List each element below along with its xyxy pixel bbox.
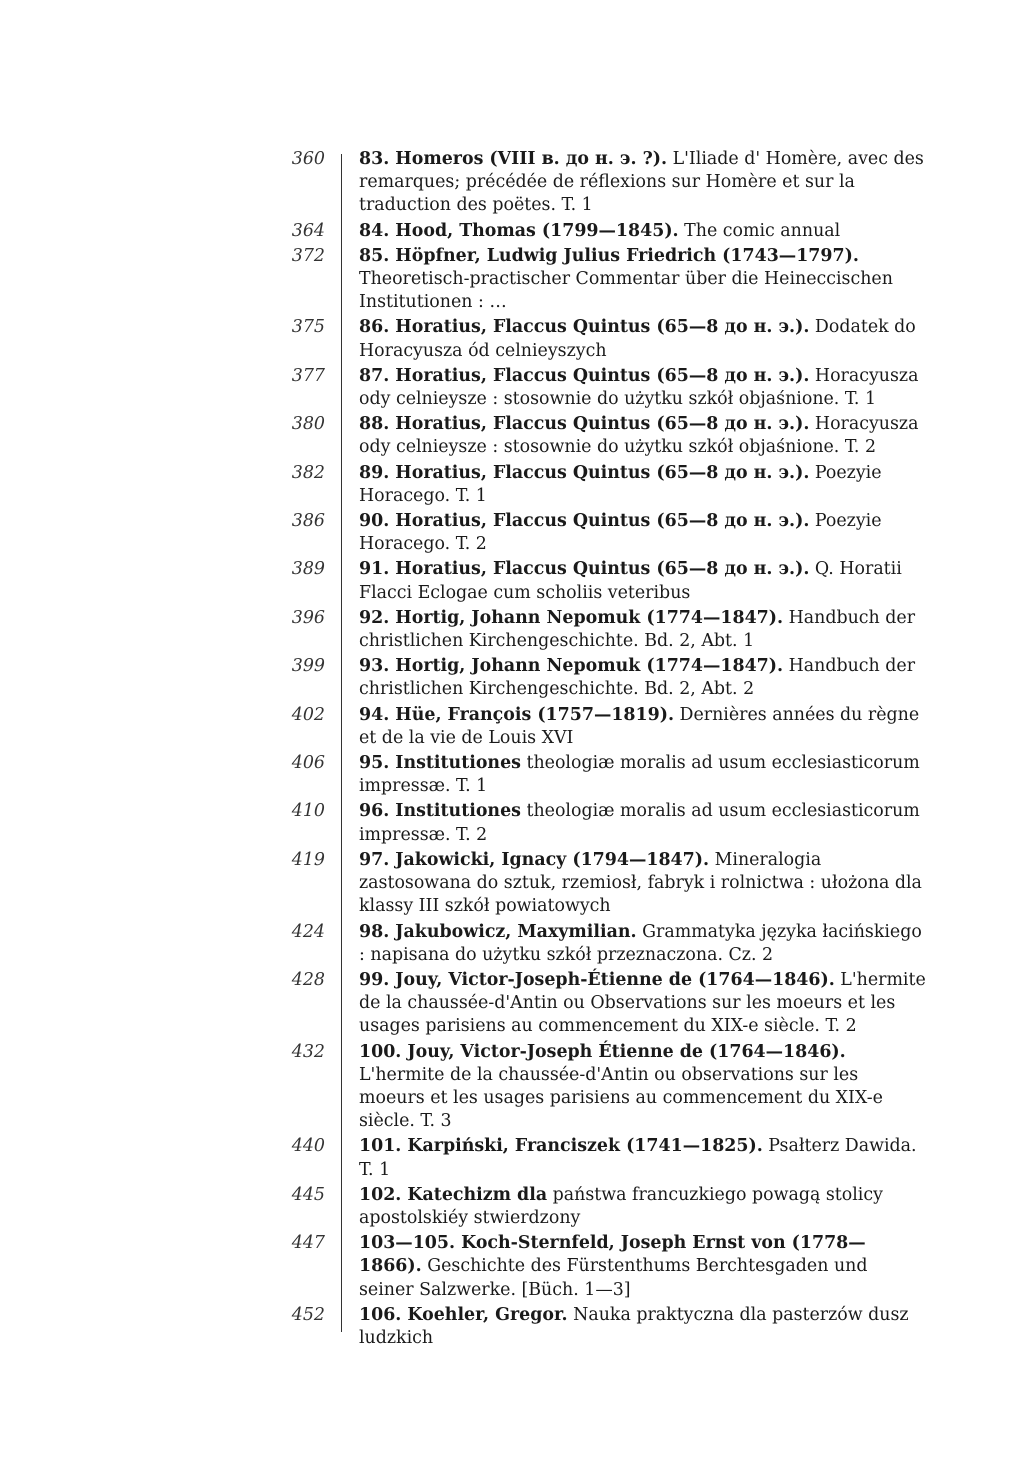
entry-text <box>359 1041 927 1134</box>
toc-entry <box>250 462 950 508</box>
page-number: 419 <box>291 849 325 870</box>
entry-text <box>359 704 927 750</box>
entry-title: theologiæ moralis ad usum ecclesiasticorum impressæ. T. 2 <box>359 801 920 845</box>
entry-text <box>359 365 927 411</box>
toc-entry <box>250 1041 950 1134</box>
entry-heading: 99. Jouy, Victor-Joseph-Étienne de (1764—1846). <box>359 969 835 990</box>
page-number: 432 <box>291 1041 325 1062</box>
page-number: 440 <box>291 1136 325 1157</box>
toc-entry <box>250 849 950 919</box>
toc-entry <box>250 655 950 701</box>
entry-title: Theoretisch-practischer Commentar über die Heineccischen Institutionen : … <box>359 269 893 313</box>
entry-text <box>359 316 927 362</box>
entry-title: Poezyie Horacego. T. 2 <box>359 511 882 555</box>
entry-heading: 91. Horatius, Flaccus Quintus (65—8 до н. э.). <box>359 559 810 580</box>
page-number: 375 <box>291 317 325 338</box>
toc-entry <box>250 316 950 362</box>
page-number: 364 <box>291 220 325 241</box>
toc-entry <box>250 607 950 653</box>
page-number: 424 <box>291 921 325 942</box>
entry-text <box>359 1135 927 1181</box>
entry-text <box>359 462 927 508</box>
toc-entry <box>250 800 950 846</box>
page-number: 452 <box>291 1304 325 1325</box>
entry-heading: 90. Horatius, Flaccus Quintus (65—8 до н. э.). <box>359 511 810 532</box>
entry-text <box>359 1304 927 1350</box>
entry-title: Horacyusza ody celnieysze : stosownie do użytku szkół objaśnione. T. 1 <box>359 365 919 410</box>
page-number: 406 <box>291 753 325 774</box>
entry-text <box>359 1184 927 1230</box>
toc-entry <box>250 365 950 411</box>
page-number: 399 <box>291 656 325 677</box>
entry-text <box>359 800 927 846</box>
entry-title: Mineralogia zastosowana do sztuk, rzemiosł, fabryk i rolnictwa : ułożona dla klassy III szkół powiatowych <box>359 849 922 917</box>
entry-text <box>359 969 927 1039</box>
entry-heading: 87. Horatius, Flaccus Quintus (65—8 до н. э.). <box>359 365 810 386</box>
toc-entry <box>250 704 950 750</box>
toc-entry <box>250 921 950 967</box>
entry-heading: 83. Homeros (VIII в. до н. э. ?). <box>359 149 668 169</box>
page-number: 372 <box>291 245 325 266</box>
entry-heading: 92. Hortig, Johann Nepomuk (1774—1847). <box>359 607 784 628</box>
toc-entry <box>250 969 950 1039</box>
entry-text <box>359 921 927 967</box>
page-number: 360 <box>291 149 325 169</box>
entry-heading: 94. Hüe, François (1757—1819). <box>359 704 675 725</box>
entry-title: theologiæ moralis ad usum ecclesiasticorum impressæ. T. 1 <box>359 753 920 797</box>
toc-entry <box>250 752 950 798</box>
page-number: 428 <box>291 969 325 990</box>
toc-entry <box>250 1304 950 1350</box>
page-number: 389 <box>291 559 325 580</box>
entry-heading: 100. Jouy, Victor-Joseph Étienne de (1764—1846). <box>359 1041 846 1062</box>
toc-entry <box>250 558 950 604</box>
toc-entry <box>250 1232 950 1302</box>
toc-entry <box>250 245 950 315</box>
page-number: 402 <box>291 704 325 725</box>
entry-title: Q. Horatii Flacci Eclogae cum scholiis veteribus <box>359 559 902 603</box>
entry-heading: 96. Institutiones <box>359 801 521 822</box>
entry-text <box>359 220 927 243</box>
entry-title: Geschichte des Fürstenthums Berchtesgaden und seiner Salzwerke. [Büch. 1—3] <box>359 1256 868 1300</box>
page-number: 445 <box>291 1184 325 1205</box>
entry-text <box>359 1232 927 1302</box>
entry-text <box>359 413 927 459</box>
page-number: 386 <box>291 511 325 532</box>
entry-title: Dernières années du règne et de la vie de Louis XVI <box>359 704 920 748</box>
entry-heading: 106. Koehler, Gregor. <box>359 1304 568 1325</box>
toc-entry <box>250 220 950 243</box>
entry-heading: 102. Katechizm dla <box>359 1184 548 1205</box>
entry-heading: 93. Hortig, Johann Nepomuk (1774—1847). <box>359 656 784 677</box>
entry-title: L'Iliade d' Homère, avec des remarques; précédée de réflexions sur Homère et sur la traduction des poëtes. T. 1 <box>359 149 924 216</box>
entry-title: Grammatyka języka łacińskiego : napisana do użytku szkół przeznaczona. Cz. 2 <box>359 921 922 965</box>
toc-entry <box>250 413 950 459</box>
entry-text <box>359 752 927 798</box>
toc-entry <box>250 510 950 556</box>
entry-text <box>359 510 927 556</box>
entry-heading: 88. Horatius, Flaccus Quintus (65—8 до н. э.). <box>359 414 810 435</box>
entry-text <box>359 245 927 315</box>
page-number: 380 <box>291 414 325 435</box>
entry-title: Handbuch der christlichen Kirchengeschichte. Bd. 2, Abt. 1 <box>359 607 916 652</box>
page-number: 382 <box>291 462 325 483</box>
entry-title: Psałterz Dawida. T. 1 <box>359 1136 917 1180</box>
entry-title: L'hermite de la chaussée-d'Antin ou observations sur les moeurs et les usages parisiens au commencement du XIX-e siècle. T. 3 <box>359 1064 883 1132</box>
toc-entry <box>250 148 950 218</box>
entry-heading: 85. Höpfner, Ludwig Julius Friedrich (1743—1797). <box>359 245 859 266</box>
entry-title: The comic annual <box>678 220 841 241</box>
entry-title: Nauka praktyczna dla pasterzów dusz ludzkich <box>359 1304 909 1348</box>
entry-title: Poezyie Horacego. T. 1 <box>359 462 882 506</box>
entry-title: Handbuch der christlichen Kirchengeschichte. Bd. 2, Abt. 2 <box>359 656 916 700</box>
entry-heading: 103—105. Koch-Sternfeld, Joseph Ernst von (1778—1866). <box>359 1233 866 1277</box>
entry-text <box>359 148 927 218</box>
entry-title: Horacyusza ody celnieysze : stosownie do użytku szkół objaśnione. T. 2 <box>359 414 919 458</box>
entry-heading: 89. Horatius, Flaccus Quintus (65—8 до н. э.). <box>359 462 810 483</box>
entry-text <box>359 558 927 604</box>
entry-heading: 97. Jakowicki, Ignacy (1794—1847). <box>359 849 710 870</box>
toc-entry <box>250 1184 950 1230</box>
page-number: 396 <box>291 607 325 628</box>
entry-heading: 98. Jakubowicz, Maxymilian. <box>359 921 637 942</box>
entry-heading: 101. Karpiński, Franciszek (1741—1825). <box>359 1136 763 1157</box>
page-number: 447 <box>291 1233 325 1254</box>
entry-text <box>359 849 927 919</box>
page-number: 377 <box>291 365 325 386</box>
table-of-contents <box>250 148 950 1352</box>
entry-heading: 86. Horatius, Flaccus Quintus (65—8 до н. э.). <box>359 317 810 338</box>
entry-title: Dodatek do Horacyusza ód celnieyszych <box>359 317 916 361</box>
entry-text <box>359 607 927 653</box>
toc-entry <box>250 1135 950 1181</box>
entry-title: L'hermite de la chaussée-d'Antin ou Observations sur les moeurs et les usages parisiens au commencement du XIX-e siècle. T. 2 <box>359 969 926 1037</box>
entry-heading: 95. Institutiones <box>359 753 521 774</box>
entry-title: państwa francuzkiego powagą stolicy apostolskiéy stwierdzony <box>359 1184 883 1228</box>
page-number: 410 <box>291 801 325 822</box>
entry-heading: 84. Hood, Thomas (1799—1845). <box>359 220 679 241</box>
entry-text <box>359 655 927 701</box>
